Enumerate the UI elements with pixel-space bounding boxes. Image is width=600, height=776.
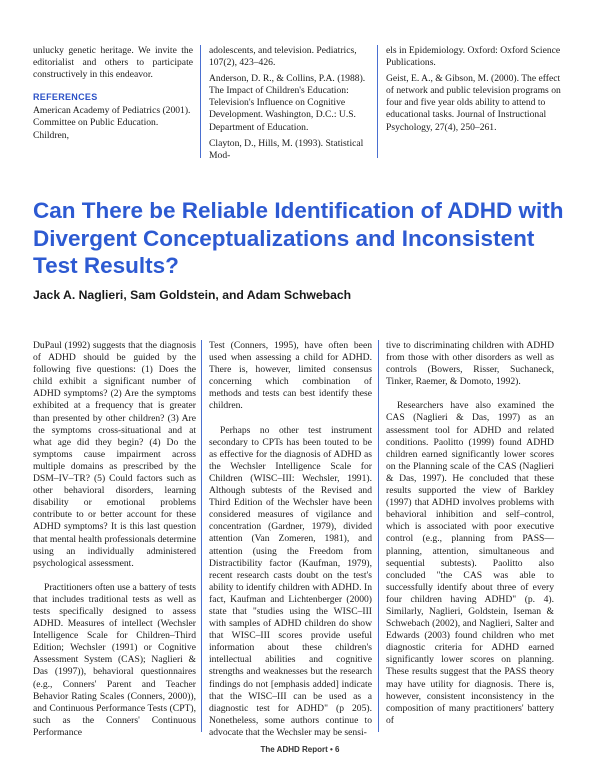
top-column-3 <box>386 45 566 138</box>
body-column-2 <box>209 340 372 751</box>
closing-paragraph: unlucky genetic heritage. We invite the editorialist and others to participate constructively in this endeavor. <box>33 45 193 81</box>
reference-item: Clayton, D., Hills, M. (1993). Statistical Mod- <box>209 137 364 161</box>
reference-item: els in Epidemiology. Oxford: Oxford Science Publications. <box>386 45 561 69</box>
body-column-3 <box>386 340 554 739</box>
column-divider <box>201 340 202 732</box>
body-paragraph: Researchers have also examined the CAS (Naglieri & Das, 1997) as an assessment tool for ADHD and related conditions. Paolitto (1999) found ADHD children earned significantly lower scores on the Planning scale of the CAS (Naglieri & Das, 1997). He concluded that these results supported the view of Barkley (1997) that ADHD involves problems with behavioral inhibition and self–control, which is associated with poor executive control (e.g., planning from PASS—planning, attention, simultaneous and sequential subtests). Paolitto also concluded "the CAS was able to successfully identify about three of every four children having ADHD" (p. 4). Similarly, Naglieri, Goldstein, Iseman & Schwebach (2002), and Naglieri, Salter and Edwards (2003) found children who met diagnostic criteria for ADHD earned significantly lower scores on planning. These results suggest that the PASS theory may have utility for diagnosis. There is, however, consistent inconsistency in the composition of many practitioners' battery of <box>386 400 554 726</box>
page-footer: The ADHD Report • 6 <box>260 745 340 754</box>
body-paragraph: Test (Conners, 1995), have often been used when assessing a child for ADHD. There is, however, limited consensus concerning which combination of methods and tests can best identify these children. <box>209 340 372 412</box>
top-column-2 <box>209 45 369 166</box>
body-paragraph: tive to discriminating children with ADHD from those with other disorders as well as controls (Bowers, Risser, Suchaneck, Tinker, Raemer, & Domoto, 1992). <box>386 340 554 388</box>
body-column-1 <box>33 340 196 751</box>
article-authors: Jack A. Naglieri, Sam Goldstein, and Adam Schwebach <box>33 288 352 302</box>
column-divider <box>377 45 378 158</box>
reference-item: American Academy of Pediatrics (2001). Committee on Public Education. Children, <box>33 105 191 141</box>
top-column-1 <box>33 45 193 146</box>
column-divider <box>200 45 201 158</box>
references-heading: REFERENCES <box>33 92 98 103</box>
column-divider <box>378 340 379 732</box>
body-paragraph: Perhaps no other test instrument secondary to CPTs has been touted to be as effective for the diagnosis of ADHD as the Wechsler Intelligence Scale for Children (WISC–III: Wechsler, 1991). Although subtests of the Revised and Third Edition of the Wechsler have been considered measures of vigilance and concentration (Gardner, 1979), divided attention (Van Zomeren, 1981), and attention (using the Freedom from Distractibility factor (Kaufman, 1979), recent research casts doubt on the test's ability to identify children with ADHD. In fact, Kaufman and Lichtenberger (2000) state that "studies using the WISC–III with samples of ADHD children do show that WISC–III scores provide useful information about these children's intellectual abilities and cognitive strengths and weaknesses but the research findings do not [emphasis added] indicate that the WISC–III can be used as a diagnostic test for ADHD" (p 205). Nonetheless, some authors continue to advocate that the Wechsler may be sensi- <box>209 424 372 738</box>
reference-item: adolescents, and television. Pediatrics, 107(2), 423–426. <box>209 45 357 69</box>
reference-item: Geist, E. A., & Gibson, M. (2000). The effect of network and public television programs on four and five year olds ability to attend to educational tasks. Journal of Instructional Psychology, 27(4), 250–261. <box>386 73 561 133</box>
reference-item: Anderson, D. R., & Collins, P.A. (1988). The Impact of Children's Education: Television's Influence on Cognitive Development. Washington, D.C.: U.S. Department of Education. <box>209 73 366 133</box>
article-title: Can There be Reliable Identification of ADHD with Divergent Conceptualizations and Inconsistent Test Results? <box>33 198 564 278</box>
body-paragraph: DuPaul (1992) suggests that the diagnosis of ADHD should be guided by the following five questions: (1) Does the child exhibit a significant number of ADHD symptoms? (2) Are the symptoms exhibited at a frequency that is greater than presented by other children? (3) Are the symptoms cross-situational and at what age did they begin? (4) Do the symptoms cause impairment across multiple domains as prescribed by the DSM–IV–TR? (5) Could factors such as other behavioral disorders, learning disability or emotional problems contribute to or better account for these ADHD symptoms? It is this last question that mental health professionals determine using an individually administered psychological assessment. <box>33 340 196 569</box>
body-paragraph: Practitioners often use a battery of tests that includes traditional tests as well as tests specifically designed to assess ADHD. Measures of intellect (Wechsler Intelligence Scale for Children–Third Edition; Wechsler (1991) or Cognitive Assessment System (CAS); Naglieri & Das (1997)), behavioral questionnaires (e.g., Conners' Parent and Teacher Behavior Rating Scales (Conners, 2000)), and Continuous Performance Tests (CPT), such as the Conners' Continuous Performance <box>33 581 196 738</box>
